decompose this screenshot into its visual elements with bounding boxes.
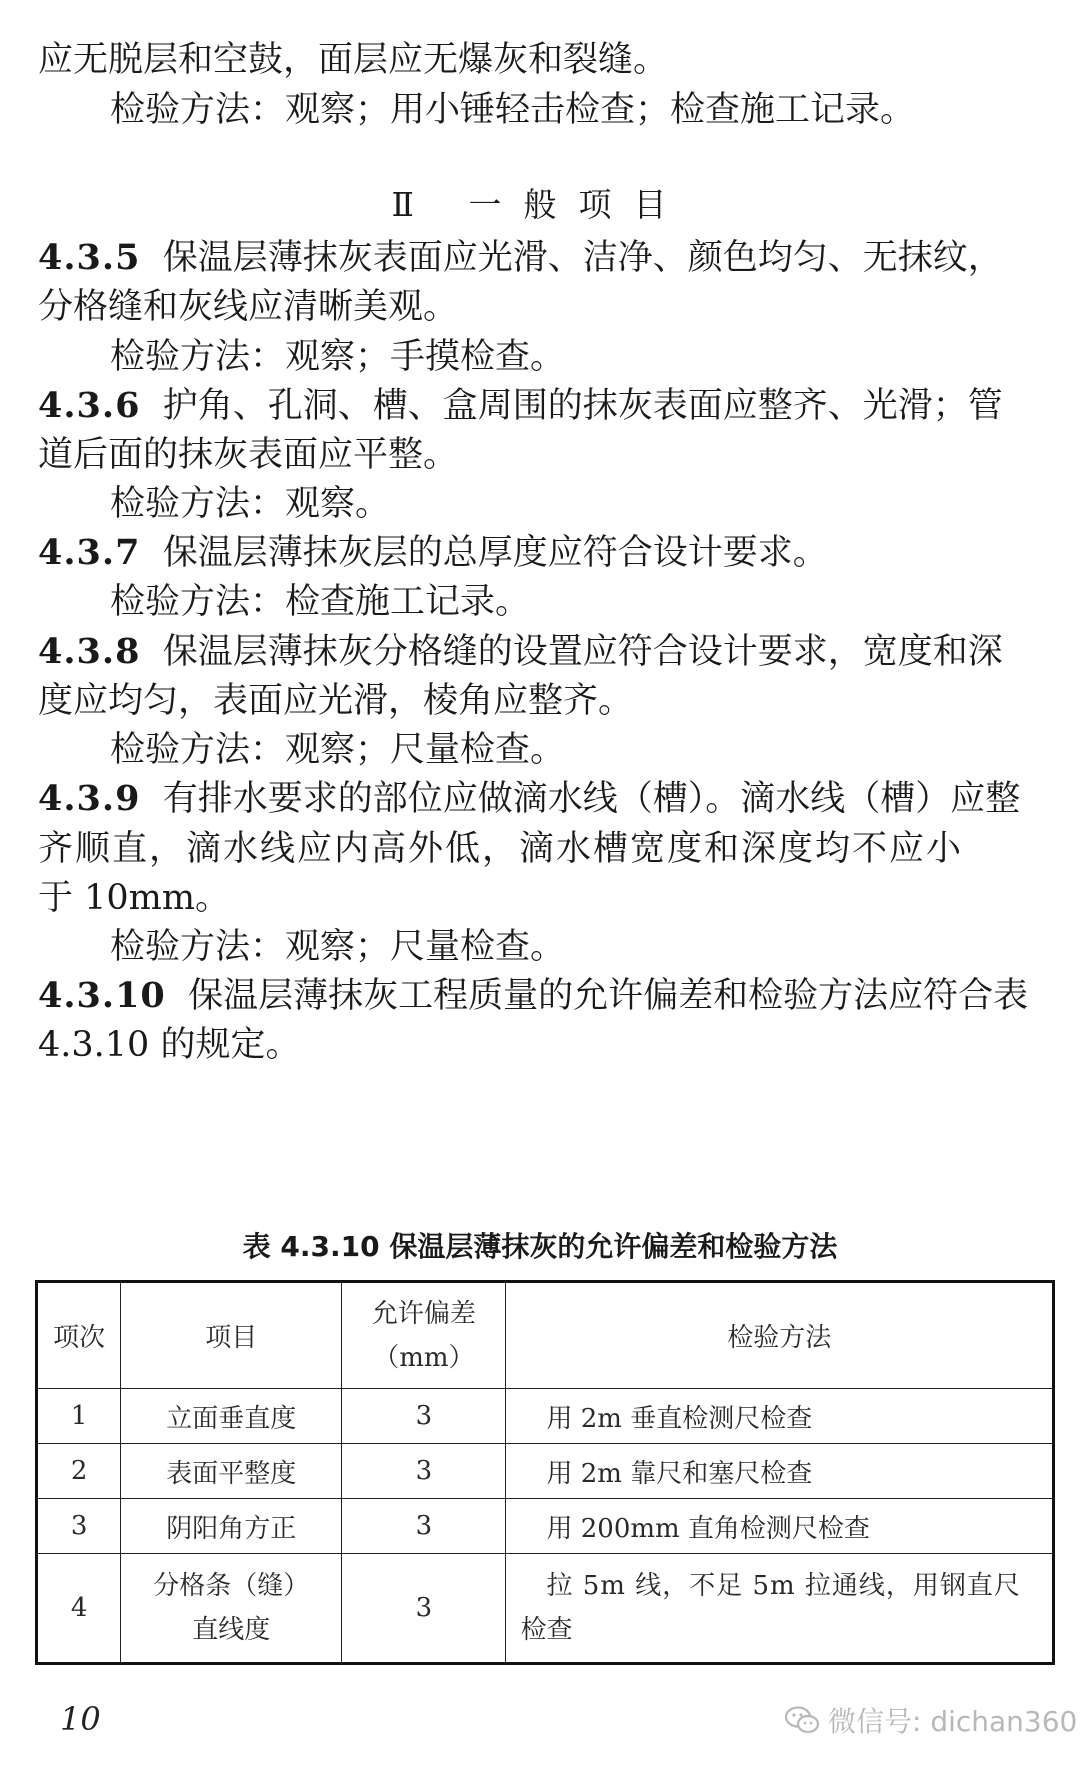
clause-text: 4.3.10 的规定。 <box>38 1025 301 1065</box>
header-no: 项次 <box>37 1282 121 1389</box>
watermark <box>784 1700 1077 1740</box>
cell-method: 用 2m 靠尺和塞尺检查 <box>506 1444 1054 1499</box>
cell-tolerance: 3 <box>342 1499 506 1554</box>
clause-number: 4.3.7 <box>38 532 141 573</box>
cell-no: 1 <box>37 1389 121 1444</box>
clause-text: 保温层薄抹灰工程质量的允许偏差和检验方法应符合表 <box>188 976 1029 1016</box>
clause-text: 分格缝和灰线应清晰美观。 <box>38 287 459 327</box>
cell-item-line: 直线度 <box>192 1615 271 1645</box>
cell-method: 用 200mm 直角检测尺检查 <box>506 1499 1054 1554</box>
clause-number: 4.3.8 <box>38 631 141 672</box>
cell-no: 2 <box>37 1444 121 1499</box>
inspection-method: 检验方法：观察；尺量检查。 <box>110 927 566 967</box>
cell-method: 用 2m 垂直检测尺检查 <box>506 1389 1054 1444</box>
cell-tolerance: 3 <box>342 1554 506 1664</box>
clause-4-3-8 <box>38 630 1053 674</box>
inspection-method: 检验方法：观察；用小锤轻击检查；检查施工记录。 <box>110 90 916 130</box>
clause-text: 道后面的抹灰表面应平整。 <box>38 435 459 475</box>
clause-4-3-6 <box>38 384 1053 428</box>
cell-item <box>121 1554 342 1664</box>
section-heading: Ⅱ 一般项目 <box>391 185 689 224</box>
table-header-row <box>37 1282 1054 1389</box>
inspection-method: 检验方法：检查施工记录。 <box>110 582 531 622</box>
clause-text: 齐顺直，滴水线应内高外低，滴水槽宽度和深度均不应小 <box>38 829 964 869</box>
cell-method <box>506 1554 1054 1664</box>
clause-4-3-10 <box>38 974 1053 1018</box>
clause-text: 度应均匀，表面应光滑，棱角应整齐。 <box>38 681 634 721</box>
cell-item: 表面平整度 <box>121 1444 342 1499</box>
page-number: 10 <box>60 1700 101 1738</box>
header-tolerance-unit: （mm） <box>373 1342 475 1373</box>
wechat-icon <box>784 1705 820 1735</box>
cell-tolerance: 3 <box>342 1389 506 1444</box>
inspection-method: 检验方法：观察；尺量检查。 <box>110 730 566 770</box>
clause-number: 4.3.9 <box>38 778 141 819</box>
cell-item: 阴阳角方正 <box>121 1499 342 1554</box>
clause-text: 护角、孔洞、槽、盒周围的抹灰表面应整齐、光滑；管 <box>162 386 1003 426</box>
clause-4-3-7 <box>38 531 1053 575</box>
cell-no: 3 <box>37 1499 121 1554</box>
table-row <box>37 1389 1054 1444</box>
header-item: 项目 <box>121 1282 342 1389</box>
clause-number: 4.3.6 <box>38 385 141 426</box>
clause-text: 保温层薄抹灰层的总厚度应符合设计要求。 <box>162 533 828 573</box>
clause-number: 4.3.10 <box>38 975 166 1016</box>
header-tolerance <box>342 1282 506 1389</box>
cell-method-line: 检查 <box>520 1615 573 1645</box>
cell-no: 4 <box>37 1554 121 1664</box>
clause-4-3-9 <box>38 777 1053 821</box>
table-row <box>37 1444 1054 1499</box>
header-method: 检验方法 <box>506 1282 1054 1389</box>
clause-4-3-5 <box>38 236 1053 280</box>
clause-text: 于 10mm。 <box>38 878 231 918</box>
clause-text: 有排水要求的部位应做滴水线（槽）。滴水线（槽）应整 <box>162 779 1021 819</box>
header-tolerance-label: 允许偏差 <box>371 1298 476 1329</box>
clause-text: 保温层薄抹灰表面应光滑、洁净、颜色均匀、无抹纹， <box>162 238 1003 278</box>
clause-text: 保温层薄抹灰分格缝的设置应符合设计要求，宽度和深 <box>162 632 1003 672</box>
clause-number: 4.3.5 <box>38 237 141 278</box>
tolerance-table <box>35 1280 1055 1665</box>
table-row <box>37 1554 1054 1664</box>
cell-item: 立面垂直度 <box>121 1389 342 1444</box>
body-line: 应无脱层和空鼓，面层应无爆灰和裂缝。 <box>38 40 669 80</box>
cell-tolerance: 3 <box>342 1444 506 1499</box>
watermark-text: 微信号: dichan360 <box>828 1705 1078 1738</box>
table-row <box>37 1499 1054 1554</box>
cell-method-line: 拉 5m 线，不足 5m 拉通线，用钢直尺 <box>546 1571 1021 1601</box>
inspection-method: 检验方法：观察；手摸检查。 <box>110 337 566 377</box>
table-caption: 表 4.3.10 保温层薄抹灰的允许偏差和检验方法 <box>242 1230 838 1263</box>
inspection-method: 检验方法：观察。 <box>110 484 391 524</box>
cell-item-line: 分格条（缝） <box>153 1571 310 1601</box>
